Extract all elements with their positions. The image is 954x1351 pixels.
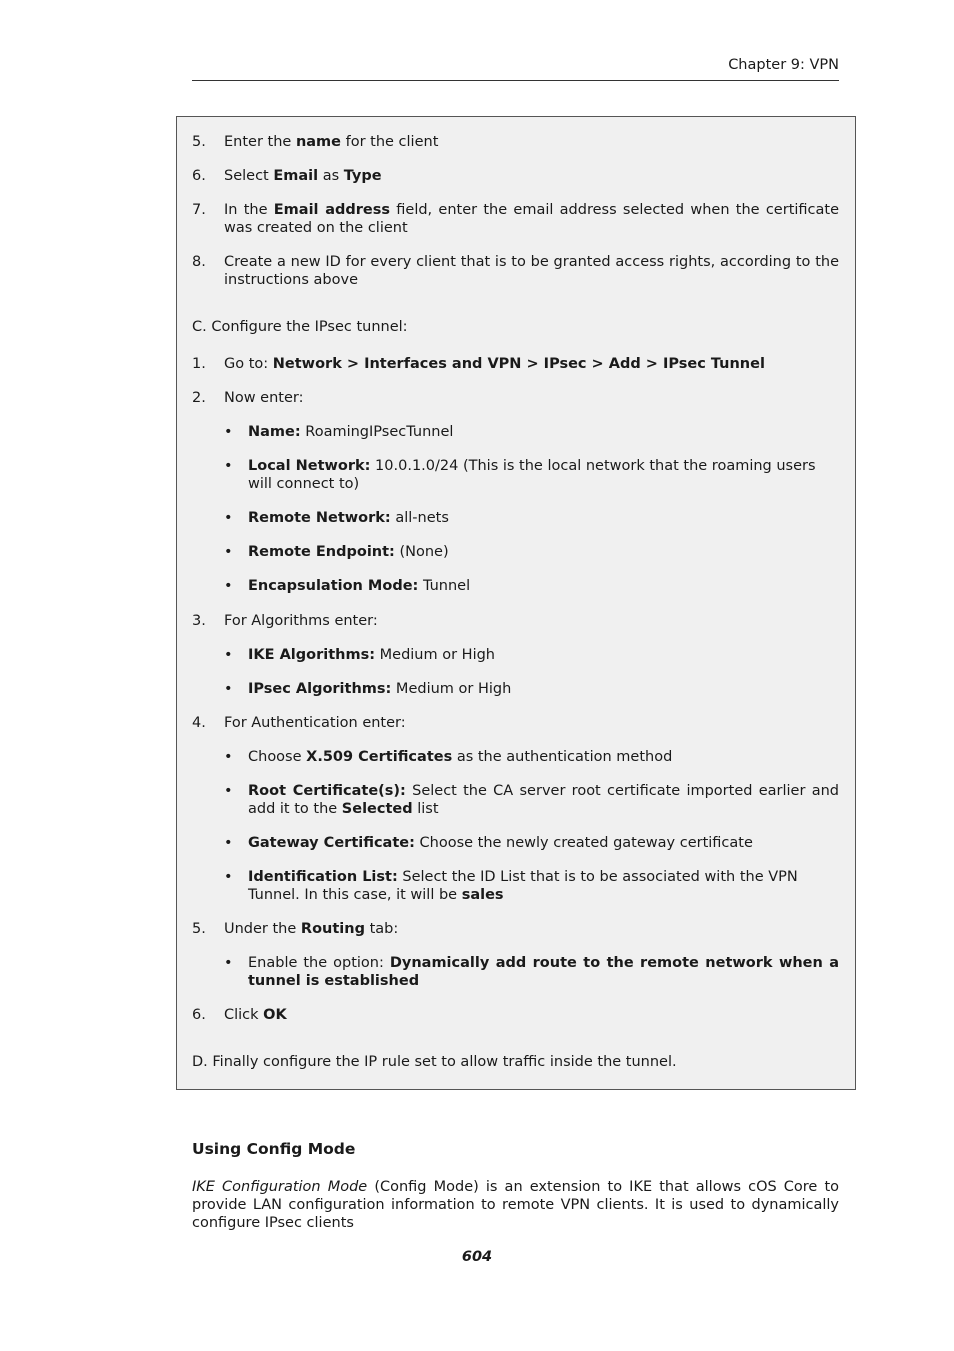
bullet-text: Local Network: 10.0.1.0/24 (This is the local network that the roaming users will connect to) <box>248 458 816 492</box>
step-number: 5. <box>192 921 206 937</box>
step-number: 5. <box>192 134 206 150</box>
step-number: 8. <box>192 254 206 270</box>
bullet: • <box>224 955 233 971</box>
bullet-text: Gateway Certificate: Choose the newly created gateway certificate <box>248 835 753 851</box>
bullet: • <box>224 458 233 474</box>
step-number: 7. <box>192 202 206 218</box>
step-text: For Algorithms enter: <box>224 613 378 629</box>
bullet: • <box>224 544 233 560</box>
header-rule <box>192 80 839 81</box>
bullet: • <box>224 835 233 851</box>
step-number: 6. <box>192 1007 206 1023</box>
section-d-heading: D. Finally configure the IP rule set to allow traffic inside the tunnel. <box>192 1054 677 1070</box>
bullet-text: IKE Algorithms: Medium or High <box>248 647 495 663</box>
bullet: • <box>224 510 233 526</box>
step-number: 3. <box>192 613 206 629</box>
bullet-text: Remote Endpoint: (None) <box>248 544 449 560</box>
step-number: 4. <box>192 715 206 731</box>
bullet: • <box>224 749 233 765</box>
section-c-heading: C. Configure the IPsec tunnel: <box>192 319 408 335</box>
step-text: Select Email as Type <box>224 168 382 184</box>
bullet-text: Encapsulation Mode: Tunnel <box>248 578 471 594</box>
bullet: • <box>224 869 233 885</box>
bullet-text: IPsec Algorithms: Medium or High <box>248 681 512 697</box>
bullet: • <box>224 578 233 594</box>
step-text: In the Email address field, enter the email address selected when the certificate was created on the client <box>224 202 839 236</box>
bullet-text: Identification List: Select the ID List that is to be associated with the VPN Tunnel. In this case, it will be sales <box>248 869 798 903</box>
step-text: Enter the name for the client <box>224 134 439 150</box>
step-text: Now enter: <box>224 390 304 406</box>
bullet: • <box>224 647 233 663</box>
bullet: • <box>224 783 233 799</box>
bullet: • <box>224 424 233 440</box>
bullet-text: Root Certificate(s): Select the CA server root certificate imported earlier and add it to the Selected list <box>248 783 839 817</box>
page-number: 604 <box>461 1249 493 1265</box>
chapter-header: Chapter 9: VPN <box>728 57 839 73</box>
step-number: 1. <box>192 356 206 372</box>
bullet-text: Remote Network: all-nets <box>248 510 449 526</box>
step-text: For Authentication enter: <box>224 715 406 731</box>
bullet-text: Name: RoamingIPsecTunnel <box>248 424 454 440</box>
step-text: Create a new ID for every client that is to be granted access rights, according to the instructions above <box>224 254 839 288</box>
bullet: • <box>224 681 233 697</box>
bullet-text: Enable the option: Dynamically add route to the remote network when a tunnel is established <box>248 955 840 989</box>
step-number: 6. <box>192 168 206 184</box>
step-text: Under the Routing tab: <box>224 921 399 937</box>
step-text: Go to: Network > Interfaces and VPN > IPsec > Add > IPsec Tunnel <box>224 356 765 372</box>
section-paragraph: IKE Configuration Mode (Config Mode) is an extension to IKE that allows cOS Core to provide LAN configuration information to remote VPN clients. It is used to dynamically configure IPsec clients <box>192 1179 839 1231</box>
step-text: Click OK <box>224 1007 287 1023</box>
step-number: 2. <box>192 390 206 406</box>
section-title: Using Config Mode <box>192 1140 356 1158</box>
bullet-text: Choose X.509 Certificates as the authentication method <box>248 749 673 765</box>
